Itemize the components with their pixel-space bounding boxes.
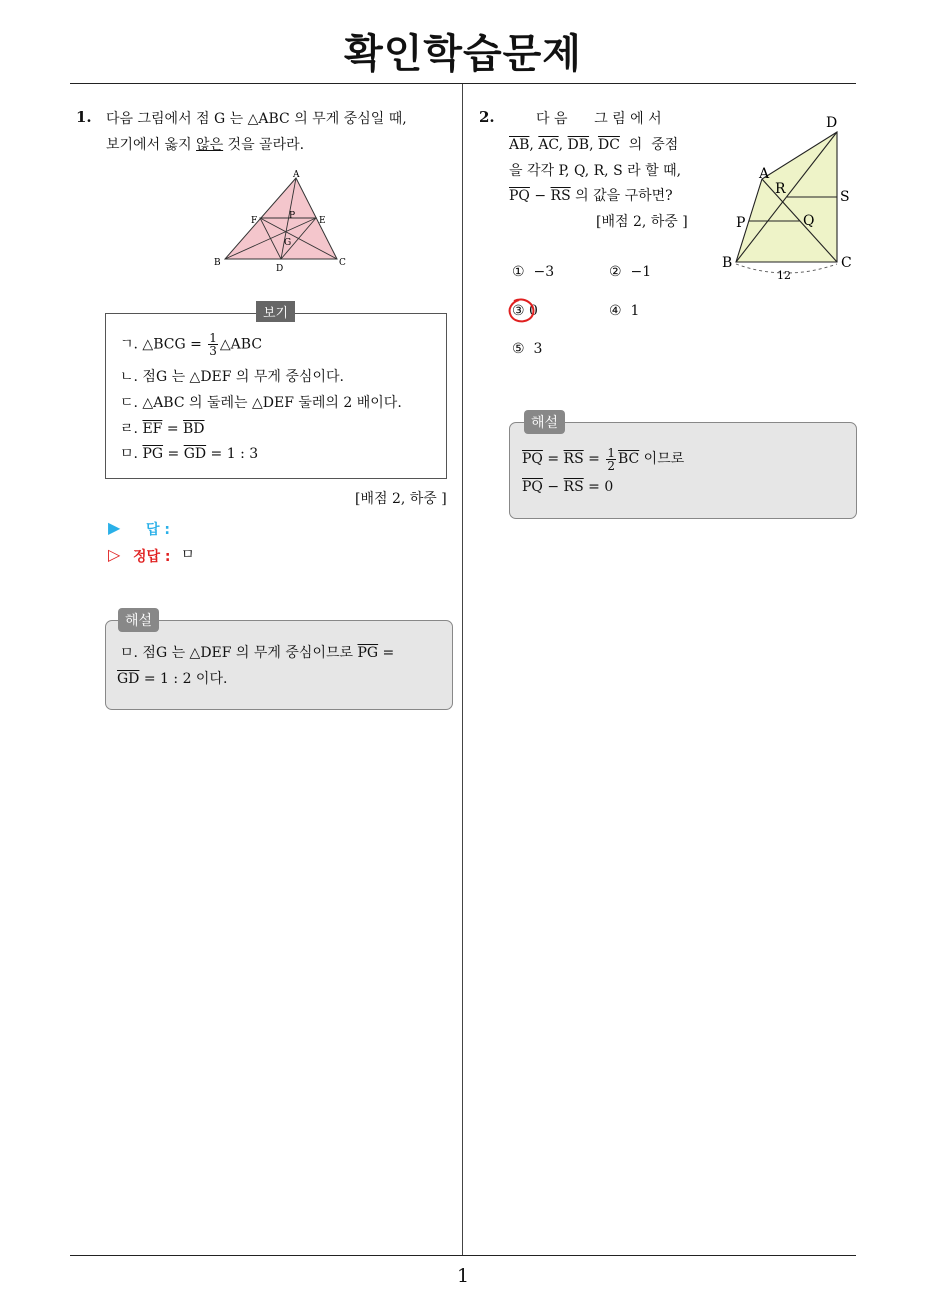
q2-text-line3: 을 각각 P, Q, R, S 라 할 때, (509, 163, 682, 179)
q1-text-line1: 다음 그림에서 점 G 는 △ABC 의 무게 중심일 때, (106, 111, 407, 127)
correct-value: ㅁ (181, 547, 195, 563)
label-B: B (722, 255, 733, 271)
page-number: 1 (456, 1265, 470, 1287)
q2-score: [배점 2, 하중 ] (596, 214, 688, 230)
q1-haeseol-line2: $\overline{GD} = 1$ : 2 이다. (117, 671, 228, 687)
q2-number: 2. (479, 108, 495, 126)
bogi-item-1: ㄱ. △BCG = $\frac{1}{3}$ △ABC (120, 331, 263, 358)
label-P: P (289, 211, 296, 221)
correct-arrow-icon: ▷ (108, 545, 121, 564)
bogi-item-2: ㄴ. 점G 는 △DEF 의 무게 중심이다. (120, 369, 344, 385)
label-C: C (339, 258, 346, 268)
choice-3[interactable]: ③ 0 (512, 303, 538, 319)
label-F: F (251, 216, 258, 226)
choice-4[interactable]: ④ 1 (609, 303, 640, 319)
label-B: B (214, 258, 221, 268)
q2-text-line2: $\overline{AB}$, $\overline{AC}$, $\overline{DB}$, $\overline{DC}$ 의 중점 (509, 137, 679, 153)
bogi-title: 보기 (256, 301, 295, 322)
q1-number: 1. (76, 108, 92, 126)
correct-label: 정답 : (133, 549, 171, 565)
page-title: 확인학습문제 (344, 31, 582, 77)
top-rule (70, 83, 856, 84)
selected-circle-icon (506, 296, 538, 326)
label-A: A (759, 166, 770, 182)
label-bc-length: 12 (777, 269, 791, 282)
q1-haeseol-line1: ㅁ. 점G 는 △DEF 의 무게 중심이므로 $\overline{PG}$ = (120, 645, 395, 661)
label-C: C (841, 255, 852, 271)
choice-5[interactable]: ⑤ 3 (512, 341, 543, 357)
bogi-item-4: ㄹ. $\overline{EF} = \overline{BD}$ (120, 421, 205, 437)
answer-arrow-icon: ▶ (108, 518, 121, 537)
label-P: P (736, 215, 746, 231)
q1-text-line2: 보기에서 옳지 않은 것을 골라라. (106, 137, 305, 153)
label-D: D (276, 264, 284, 274)
q2-haeseol-line2: $\overline{PQ} - \overline{RS} = 0$ (522, 479, 614, 495)
q1-score: [배점 2, 하중 ] (355, 491, 447, 507)
q2-haeseol-line1: $\overline{PQ} = \overline{RS}$ = $\frac{1}{2}$ $\overline{BC}$ 이므로 (522, 445, 685, 473)
q1-underlined-word: 않은 (196, 137, 224, 153)
label-G: G (284, 238, 292, 248)
label-E: E (319, 216, 326, 226)
q1-haeseol-title: 해설 (118, 608, 159, 632)
label-A: A (293, 170, 300, 180)
q2-trapezoid-figure (718, 112, 858, 284)
answer-label: 답 : (146, 522, 170, 538)
bottom-rule (70, 1255, 856, 1256)
label-Q: Q (803, 213, 815, 229)
label-S: S (840, 189, 850, 205)
q2-text-line1: 다 음 그 림 에 서 (536, 111, 662, 127)
label-D: D (826, 115, 838, 131)
choice-1[interactable]: ① −3 (512, 264, 555, 280)
choice-2[interactable]: ② −1 (609, 264, 652, 280)
bogi-item-5: ㅁ. $\overline{PG} = \overline{GD} = 1$ : 3 (120, 446, 259, 462)
q2-text-line4: $\overline{PQ} - \overline{RS}$ 의 값을 구하면? (509, 188, 673, 204)
column-divider (462, 84, 463, 1255)
q1-triangle-figure (205, 168, 355, 276)
q2-haeseol-title: 해설 (524, 410, 565, 434)
label-R: R (775, 181, 786, 197)
bogi-item-3: ㄷ. △ABC 의 둘레는 △DEF 둘레의 2 배이다. (120, 395, 402, 411)
